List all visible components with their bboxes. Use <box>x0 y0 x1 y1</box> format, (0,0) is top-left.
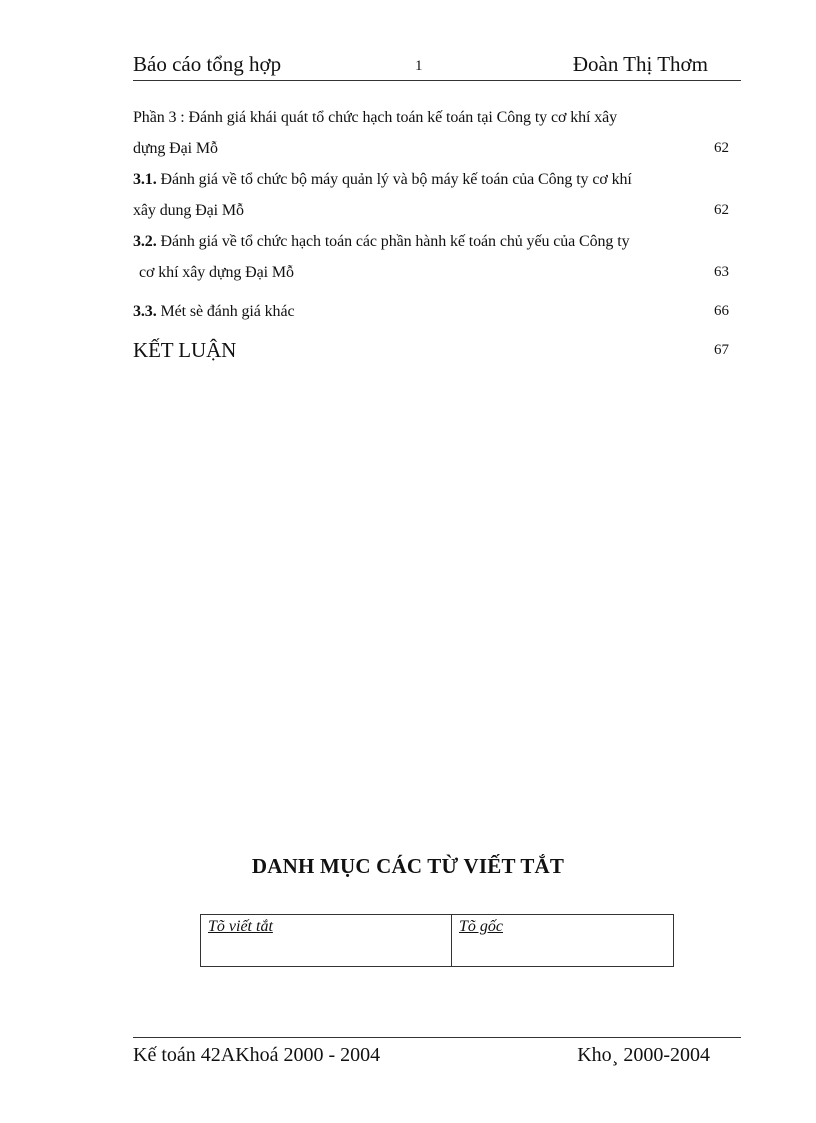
toc-entry-3-1 <box>133 164 729 226</box>
toc-entry-part-3 <box>133 102 729 164</box>
toc-section-number: 3.1. <box>133 171 157 188</box>
toc-page-number: 63 <box>714 264 729 280</box>
toc-entry-text-line: KẾT LUẬN <box>133 338 237 362</box>
page-footer <box>133 1037 741 1078</box>
toc-entry-title: Mét sè đánh giá khác <box>156 303 295 320</box>
toc-page-number: 62 <box>714 140 729 156</box>
table-of-contents <box>133 102 729 366</box>
toc-entry-conclusion <box>133 335 729 366</box>
toc-entry-title: Đánh giá về tổ chức bộ máy quản lý và bộ máy kế toán của Công ty cơ khí <box>156 171 632 188</box>
toc-entry-3-3 <box>133 296 729 327</box>
toc-entry-text-line: Phần 3 : Đánh giá khái quát tổ chức hạch toán kế toán tại Công ty cơ khí xây <box>133 109 618 126</box>
toc-entry-text-line <box>133 226 729 257</box>
toc-entry-text-line: cơ khí xây dựng Đại Mỗ <box>139 264 294 281</box>
toc-page-number: 67 <box>714 342 729 358</box>
toc-entry-3-2 <box>133 226 729 288</box>
abbreviation-column-header: Tõ viết tắt <box>201 915 452 967</box>
abbreviations-title: DANH MỤC CÁC TỪ VIẾT TẮT <box>251 854 565 878</box>
toc-section-number: 3.2. <box>133 233 157 250</box>
header-page-number: 1 <box>415 58 423 74</box>
footer-class-course: Kế toán 42AKhoá 2000 - 2004 <box>133 1044 381 1066</box>
toc-section-number: 3.3. <box>133 303 157 320</box>
header-report-title: Báo cáo tổng hợp <box>133 52 282 76</box>
toc-entry-text-line: dựng Đại Mỗ <box>133 140 218 157</box>
toc-entry-text-line: xây dung Đại Mỗ <box>133 202 244 219</box>
toc-page-number: 66 <box>714 303 729 319</box>
table-row <box>201 915 674 967</box>
footer-course-years: Kho¸ 2000-2004 <box>577 1044 710 1066</box>
abbreviations-table <box>200 914 674 967</box>
toc-entry-text-line <box>133 164 729 195</box>
toc-page-number: 62 <box>714 202 729 218</box>
toc-entry-text-line <box>133 296 729 327</box>
header-author-name: Đoàn Thị Thơm <box>572 52 708 76</box>
page-header <box>133 50 741 81</box>
original-term-column-header: Tõ gốc <box>452 915 674 967</box>
toc-entry-title: Đánh giá về tổ chức hạch toán các phần hành kế toán chủ yếu của Công ty <box>156 233 630 250</box>
